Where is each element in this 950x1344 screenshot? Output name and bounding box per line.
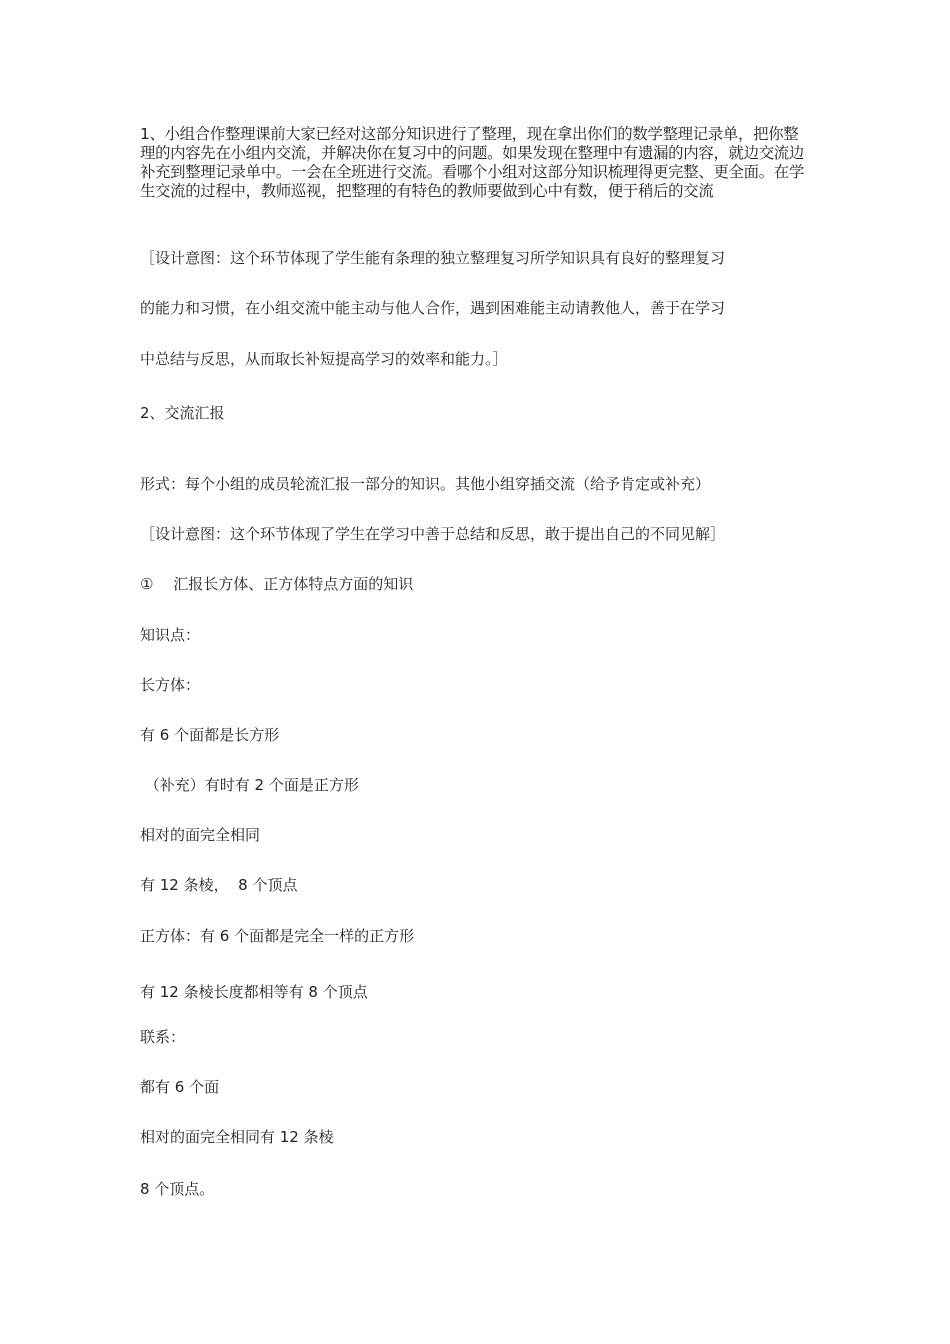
cuboid-edges-vertices: 有 12 条棱， 8 个顶点 — [140, 876, 298, 894]
cube-edges-vertices: 有 12 条棱长度都相等有 8 个顶点 — [140, 983, 368, 1001]
relation-faces: 都有 6 个面 — [140, 1078, 220, 1096]
cuboid-supplement: （补充）有时有 2 个面是正方形 — [140, 776, 359, 794]
paragraph-group-work: 1、小组合作整理课前大家已经对这部分知识进行了整理，现在拿出你们的数学整理记录单，把你整理的内容先在小组内交流，并解决你在复习中的问题。如果发现在整理中有遗漏的内容，就边交流边补充到整理记录单中。一会在全班进行交流。看哪个小组对这部分知识梳理得更完整、更全面。在学生交流的过程中，教师巡视，把整理的有特色的教师要做到心中有数，便于稍后的交流 — [140, 125, 804, 200]
report-item-1: ① 汇报长方体、正方体特点方面的知识 — [140, 575, 414, 593]
relation-vertices: 8 个顶点。 — [140, 1180, 215, 1198]
design-intent-1-line-3: 中总结与反思，从而取长补短提高学习的效率和能力。］ — [140, 350, 508, 368]
heading-exchange-report: 2、交流汇报 — [140, 404, 225, 422]
form-description: 形式：每个小组的成员轮流汇报一部分的知识。其他小组穿插交流（给予肯定或补充） — [140, 475, 711, 493]
design-intent-1-line-2: 的能力和习惯，在小组交流中能主动与他人合作，遇到困难能主动请教他人，善于在学习 — [140, 299, 726, 317]
knowledge-points-label: 知识点： — [140, 626, 201, 644]
relation-edges: 相对的面完全相同有 12 条棱 — [140, 1128, 334, 1146]
relation-label: 联系： — [140, 1028, 186, 1046]
cube-faces: 正方体：有 6 个面都是完全一样的正方形 — [140, 927, 415, 945]
cuboid-opposite-faces: 相对的面完全相同 — [140, 826, 261, 844]
design-intent-1-line-1: ［设计意图：这个环节体现了学生能有条理的独立整理复习所学知识具有良好的整理复习 — [140, 249, 726, 267]
cuboid-label: 长方体： — [140, 676, 201, 694]
design-intent-2: ［设计意图：这个环节体现了学生在学习中善于总结和反思，敢于提出自己的不同见解］ — [140, 525, 726, 543]
cuboid-faces: 有 6 个面都是长方形 — [140, 726, 280, 744]
